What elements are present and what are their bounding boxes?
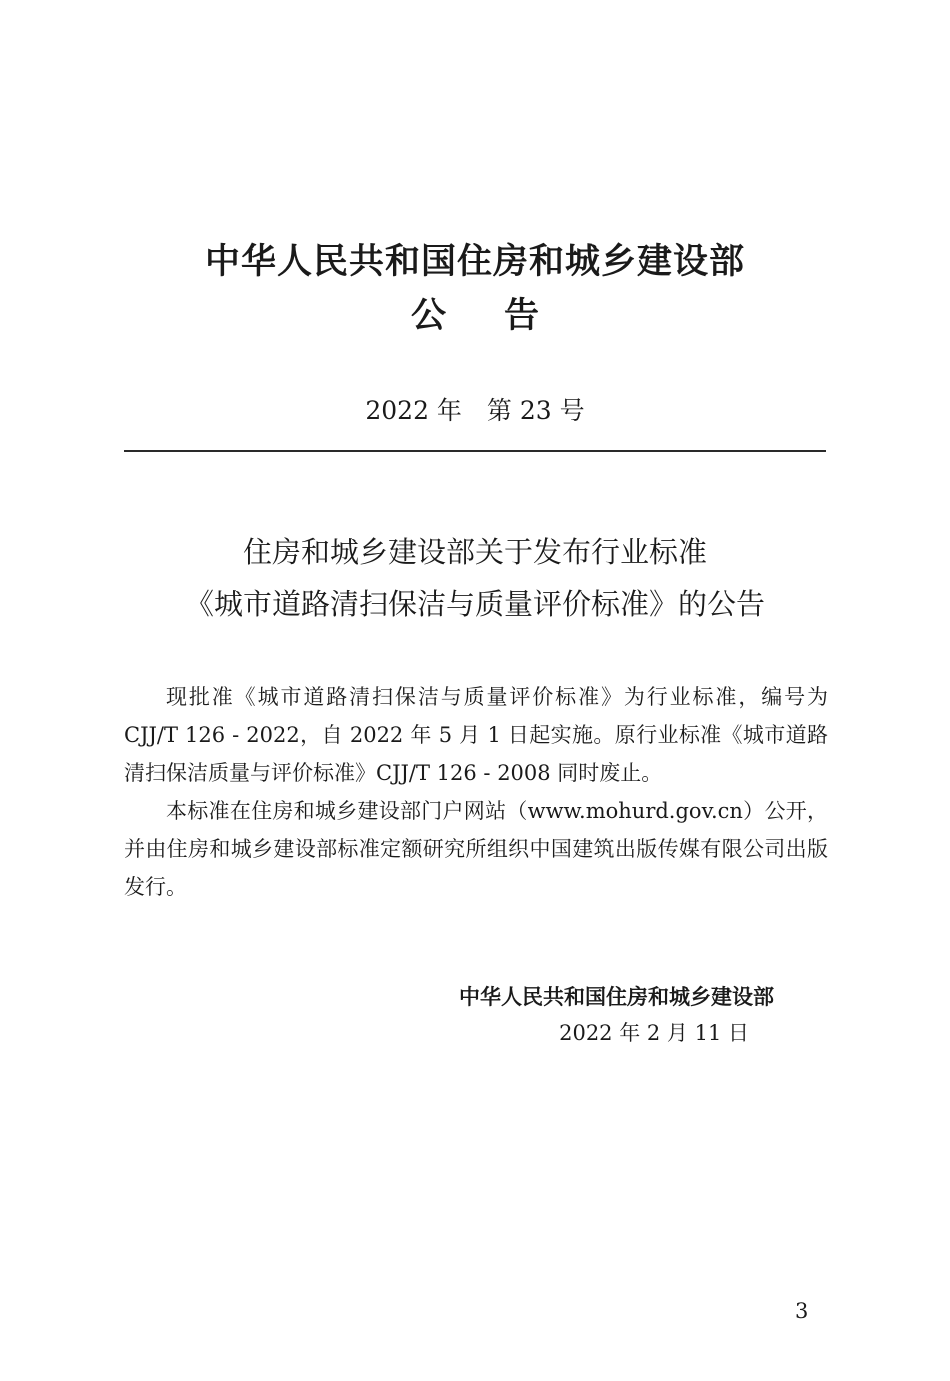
- header-divider: [124, 450, 826, 452]
- document-number: 2022 年 第 23 号: [365, 396, 585, 425]
- document-type-heading: 公告: [410, 296, 597, 336]
- notice-title-line-2: 《城市道路清扫保洁与质量评价标准》的公告: [184, 587, 765, 621]
- signature-organization: 中华人民共和国住房和城乡建设部: [459, 985, 774, 1009]
- notice-body: [124, 678, 828, 906]
- body-paragraph-approval: 现批准《城市道路清扫保洁与质量评价标准》为行业标准，编号为 CJJ/T 126 - 2022，自 2022 年 5 月 1 日起实施。原行业标准《城市道路清扫保洁质量与评价标准》CJJ/T 126 - 2008 同时废止。: [124, 685, 828, 785]
- notice-title-line-1: 住房和城乡建设部关于发布行业标准: [242, 535, 707, 569]
- signature-date: 2022 年 2 月 11 日: [559, 1021, 749, 1045]
- body-paragraph-publication: 本标准在住房和城乡建设部门户网站（www.mohurd.gov.cn）公开，并由住房和城乡建设部标准定额研究所组织中国建筑出版传媒有限公司出版发行。: [124, 799, 828, 899]
- issuing-organization-title: 中华人民共和国住房和城乡建设部: [204, 242, 745, 282]
- page-number: 3: [795, 1299, 809, 1323]
